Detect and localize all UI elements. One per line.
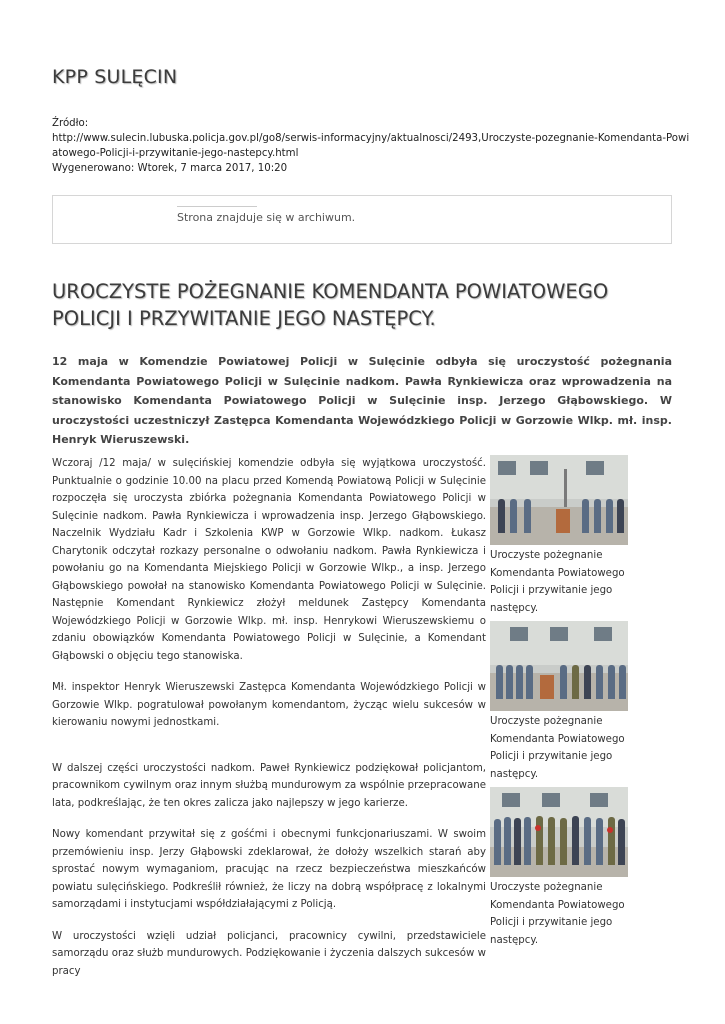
officer-figure	[548, 817, 555, 865]
officer-figure	[606, 499, 613, 533]
building-window	[594, 627, 612, 641]
source-url-line-2[interactable]: atowego-Policji-i-przywitanie-jego-nastepcy.html	[52, 148, 299, 159]
officer-figure	[498, 499, 505, 533]
officer-figure	[582, 499, 589, 533]
ceremony-photo-3[interactable]	[490, 787, 628, 877]
building-window	[510, 627, 528, 641]
podium	[556, 509, 570, 533]
building-window	[502, 793, 520, 807]
officer-figure	[618, 819, 625, 865]
officer-figure	[524, 499, 531, 533]
officer-figure	[526, 665, 533, 699]
officer-figure	[617, 499, 624, 533]
site-title: KPP SULĘCIN	[52, 66, 178, 88]
officer-figure	[584, 817, 591, 865]
photo-caption: Uroczyste pożegnanie Komendanta Powiatowego Policji i przywitanie jego następcy.	[490, 550, 625, 614]
photo-caption: Uroczyste pożegnanie Komendanta Powiatowego Policji i przywitanie jego następcy.	[490, 716, 625, 780]
officer-figure	[560, 665, 567, 699]
officer-figure	[504, 817, 511, 865]
photo-caption: Uroczyste pożegnanie Komendanta Powiatowego Policji i przywitanie jego następcy.	[490, 882, 625, 946]
officer-figure	[596, 818, 603, 865]
article-body	[52, 455, 486, 994]
officer-figure	[619, 665, 626, 699]
article-paragraph: W uroczystości wzięli udział policjanci, pracownicy cywilni, przedstawiciele samorządu oraz służb mundurowych. Podziękowanie i życzenia dalszych sukcesów w pracy	[52, 930, 486, 977]
article-headline: UROCZYSTE POŻEGNANIE KOMENDANTA POWIATOWEGO POLICJI I PRZYWITANIE JEGO NASTĘPCY.	[52, 280, 609, 330]
officer-figure	[510, 499, 517, 533]
building-window	[550, 627, 568, 641]
archive-divider	[177, 206, 257, 207]
officer-figure	[608, 665, 615, 699]
ceremony-photo-1[interactable]	[490, 455, 628, 545]
ceremony-photo-2[interactable]	[490, 621, 628, 711]
generated-date: Wygenerowano: Wtorek, 7 marca 2017, 10:20	[52, 163, 288, 174]
red-beret	[535, 825, 541, 831]
officer-figure	[608, 817, 615, 865]
officer-figure	[524, 817, 531, 865]
officer-figure	[516, 665, 523, 699]
source-info	[52, 116, 690, 176]
officer-figure	[572, 665, 579, 699]
officer-figure	[536, 816, 543, 865]
officer-figure	[596, 665, 603, 699]
article-paragraph: W dalszej części uroczystości nadkom. Paweł Rynkiewicz podziękował policjantom, pracownikom cywilnym oraz innym służbą mundurowym za wspólnie przepracowane lata, podkreślając, że ten okres zalicza jako najlepszy w jego karierze.	[52, 762, 486, 809]
officer-figure	[514, 818, 521, 865]
archive-note: Strona znajduje się w archiwum.	[177, 211, 356, 224]
building-window	[498, 461, 516, 475]
building-window	[530, 461, 548, 475]
building-window	[542, 793, 560, 807]
officer-figure	[506, 665, 513, 699]
podium	[540, 675, 554, 699]
source-label: Źródło:	[52, 118, 89, 129]
building-window	[586, 461, 604, 475]
article-paragraph: Mł. inspektor Henryk Wieruszewski Zastępca Komendanta Wojewódzkiego Policji w Gorzowie Wlkp. pogratulował powołanym komendantom, życząc wielu sukcesów w kierowaniu nowymi jednostkami.	[52, 682, 486, 728]
officer-figure	[496, 665, 503, 699]
building-window	[590, 793, 608, 807]
red-beret	[607, 827, 613, 833]
source-url-line-1[interactable]: http://www.sulecin.lubuska.policja.gov.pl/go8/serwis-informacyjny/aktualnosci/2493,Uroczyste-pozegnanie-Komendanta-Powi	[52, 133, 690, 144]
officer-figure	[584, 665, 591, 699]
archive-notice	[52, 195, 672, 244]
officer-figure	[560, 818, 567, 865]
article-paragraph: Nowy komendant przywitał się z gośćmi i obecnymi funkcjonariuszami. W swoim przemówieniu insp. Jerzy Głąbowski zdeklarował, że dołoży wszelkich starań aby sprostać nowym wymaganiom, pracując na rzecz bezpieczeństwa mieszkańców powiatu sulęcińskiego. Podkreślił również, że liczy na dobrą współpracę z lokalnymi samorządami i instytucjami współdziałającymi z Policją.	[52, 829, 486, 910]
article-paragraph: Wczoraj /12 maja/ w sulęcińskiej komendzie odbyła się wyjątkowa uroczystość. Punktualnie o godzinie 10.00 na placu przed Komendą Powiatową Policji w Sulęcinie rozpoczęła się uroczysta zbiórka pożegnania Komendanta Powiatowego Policji w Sulęcinie nadkom. Pawła Rynkiewicza i wprowadzenia insp. Jerzego Głąbowskiego. Naczelnik Wydziału Kadr i Szkolenia KWP w Gorzowie Wlkp. nadkom. Łukasz Charytonik odczytał rozkazy personalne o odwołaniu nadkom. Pawła Rynkiewicza i powołaniu go na Komendanta Miejskiego Policji w Gorzowie Wlkp., a insp. Jerzego Głąbowskiego powołał na stanowisko Komendanta Powiatowego Policji w Sulęcinie. Następnie Komendant Rynkiewicz złożył meldunek Zastępcy Komendanta Wojewódzkiego Policji w Gorzowie Wlkp. mł. insp. Henrykowi Wieruszewskiemu o zdaniu obowiązków Komendanta Powiatowego Policji w Sulęcinie, a Komendant Głąbowski o objęciu tego stanowiska.	[52, 458, 486, 662]
officer-figure	[494, 819, 501, 865]
officer-figure	[572, 816, 579, 865]
officer-figure	[594, 499, 601, 533]
article-lead: 12 maja w Komendzie Powiatowej Policji w Sulęcinie odbyła się uroczystość pożegnania Komendanta Powiatowego Policji w Sulęcinie nadkom. Pawła Rynkiewicza oraz wprowadzenia na stanowisko Komendanta Powiatowego Policji w Sulęcinie insp. Jerzego Głąbowskiego. W uroczystości uczestniczył Zastępca Komendanta Wojewódzkiego Policji w Gorzowie Wlkp. mł. insp. Henryk Wieruszewski.	[52, 355, 672, 446]
photo-gallery	[490, 455, 630, 953]
